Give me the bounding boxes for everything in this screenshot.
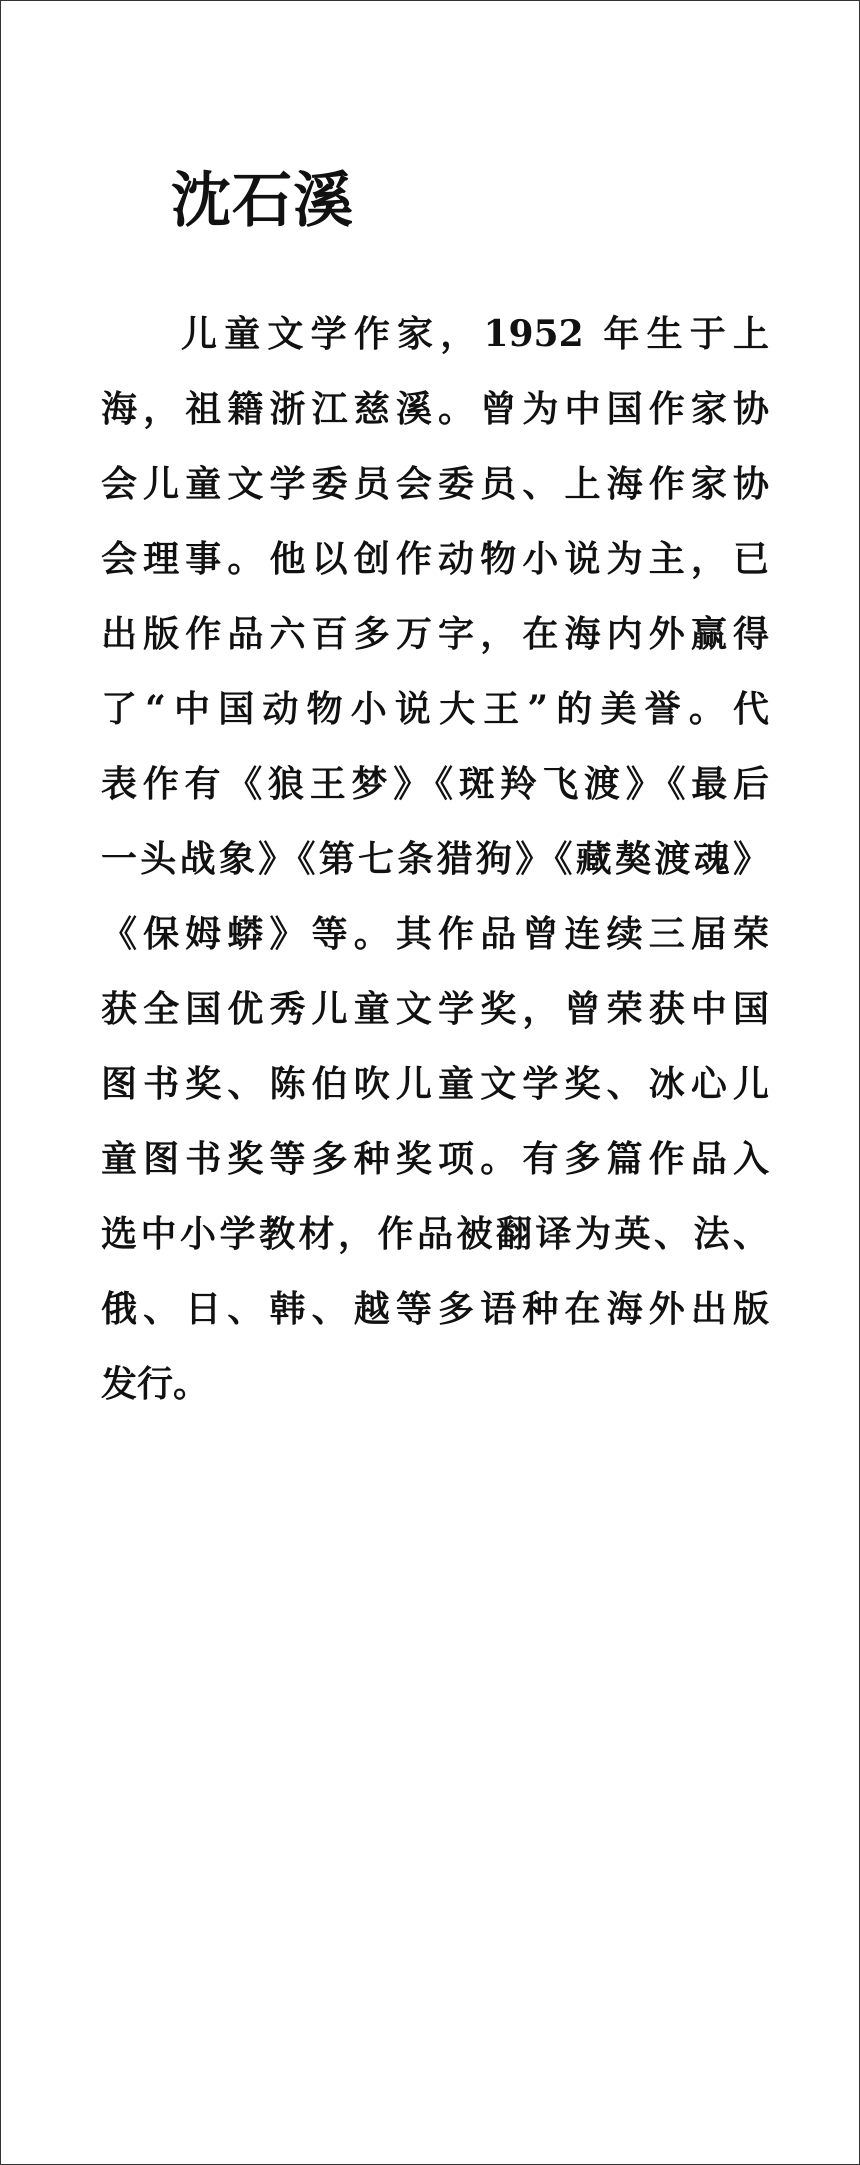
bio-line: 一头战象》《第七条猎狗》《藏獒渡魂》	[101, 838, 769, 880]
bio-line: 获全国优秀儿童文学奖，曾荣获中国	[101, 988, 769, 1030]
bio-line: 表作有《狼王梦》《斑羚飞渡》《最后	[101, 763, 769, 805]
author-name: 沈石溪	[171, 166, 354, 236]
bio-line: 出版作品六百多万字，在海内外赢得	[101, 613, 769, 655]
author-biography	[101, 297, 769, 1422]
bio-line: 海，祖籍浙江慈溪。曾为中国作家协	[101, 388, 769, 430]
bio-line: 了“中国动物小说大王”的美誉。代	[101, 688, 769, 730]
bio-line: 选中小学教材，作品被翻译为英、法、	[101, 1213, 769, 1255]
bio-line: 会儿童文学委员会委员、上海作家协	[101, 463, 769, 505]
bio-line: 会理事。他以创作动物小说为主，已	[101, 538, 769, 580]
bio-line: 《保姆蟒》等。其作品曾连续三届荣	[101, 913, 769, 955]
bio-line: 儿童文学作家，1952 年生于上	[181, 313, 769, 355]
bio-line: 发行。	[101, 1363, 210, 1405]
bio-line: 图书奖、陈伯吹儿童文学奖、冰心儿	[101, 1063, 769, 1105]
bio-line: 俄、日、韩、越等多语种在海外出版	[101, 1288, 769, 1330]
bio-line: 童图书奖等多种奖项。有多篇作品入	[101, 1138, 769, 1180]
